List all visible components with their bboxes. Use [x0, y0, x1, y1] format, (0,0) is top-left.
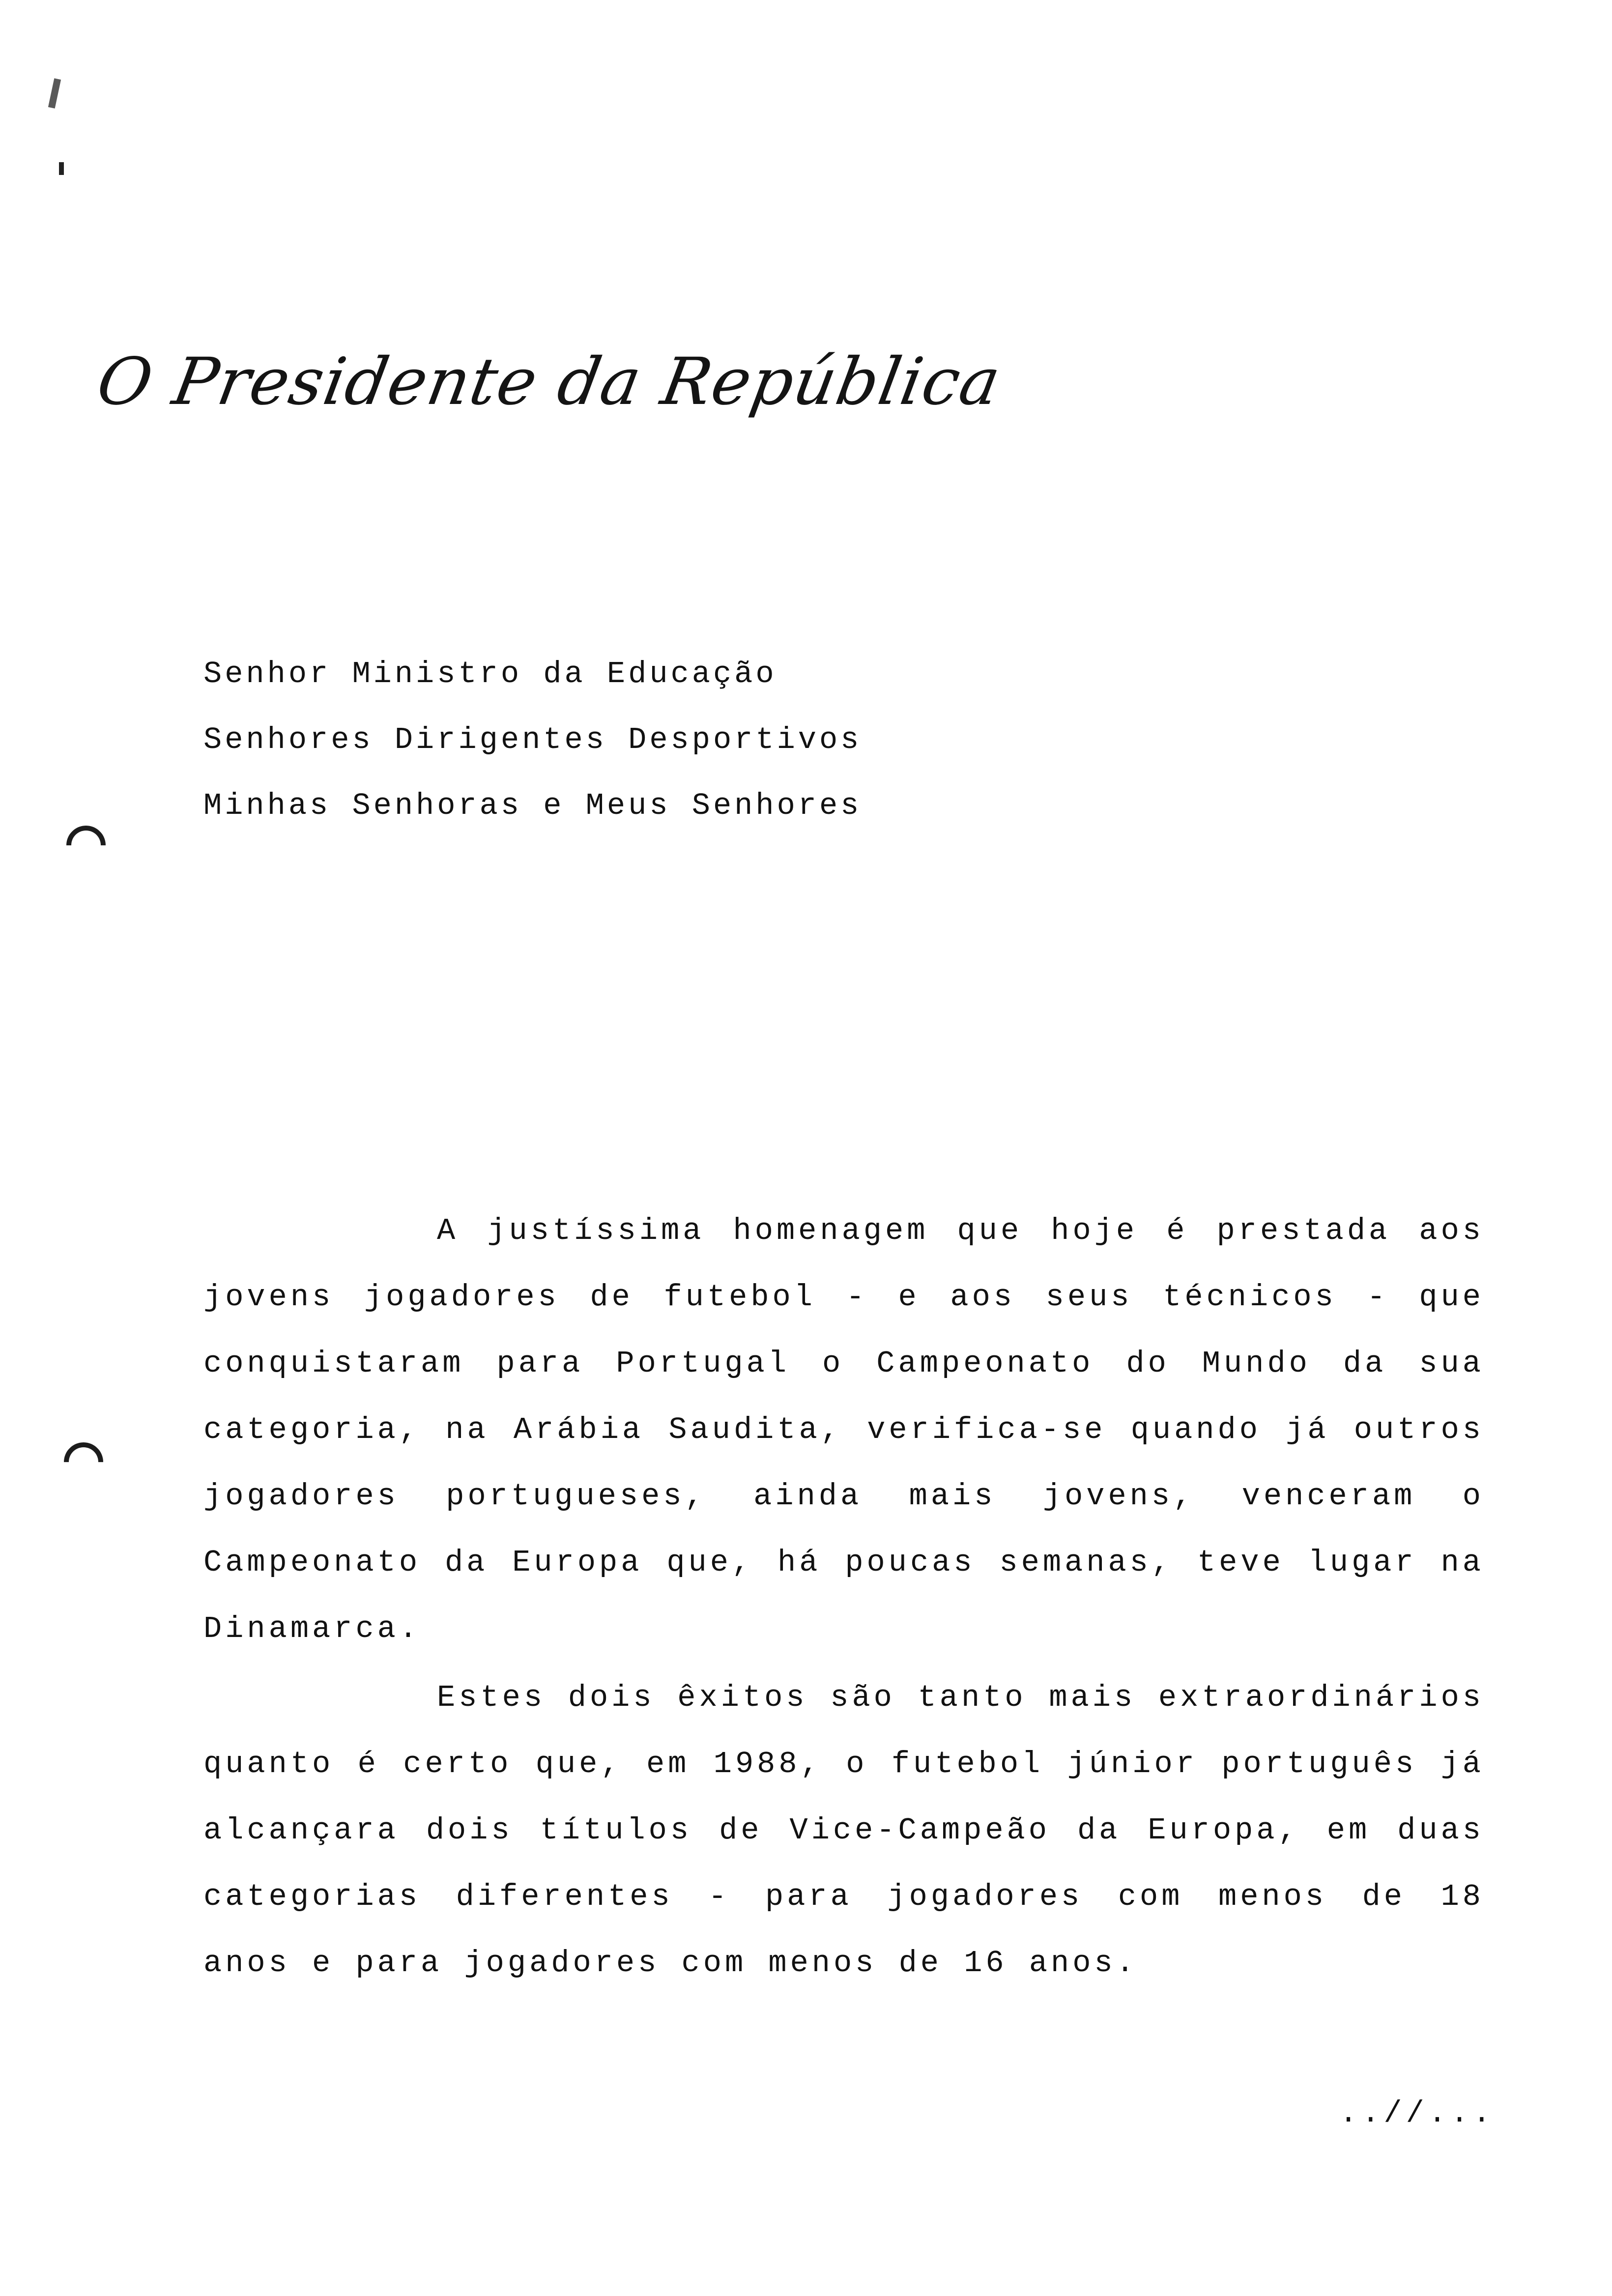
scan-artifact [59, 162, 64, 175]
salutation-block [203, 641, 1088, 839]
scan-artifact [48, 78, 61, 109]
body-paragraph: A justíssima homenagem que hoje é prestada aos jovens jogadores de futebol - e aos seus técnicos - que conquistaram para Portugal o Campeonato do Mundo da sua categoria, na Arábia Saudita, verifica-se quando já outros jogadores portugueses, ainda mais jovens, venceram o Campeonato da Europa que, há poucas semanas, teve lugar na Dinamarca. [203, 1213, 1484, 1646]
salutation-line: Minhas Senhoras e Meus Senhores [203, 788, 862, 823]
salutation-line: Senhores Dirigentes Desportivos [203, 722, 862, 757]
continuation-mark: ..//... [1339, 2096, 1495, 2131]
body-paragraph: Estes dois êxitos são tanto mais extraordinários quanto é certo que, em 1988, o futebol júnior português já alcançara dois títulos de Vice-Campeão da Europa, em duas categorias diferentes - para jogadores com menos de 18 anos e para jogadores com menos de 16 anos. [203, 1680, 1484, 1980]
salutation-line: Senhor Ministro da Educação [203, 657, 777, 691]
punch-hole-mark [58, 817, 114, 873]
letterhead: O Presidente da República [91, 344, 1007, 420]
punch-hole-mark [56, 1434, 111, 1490]
